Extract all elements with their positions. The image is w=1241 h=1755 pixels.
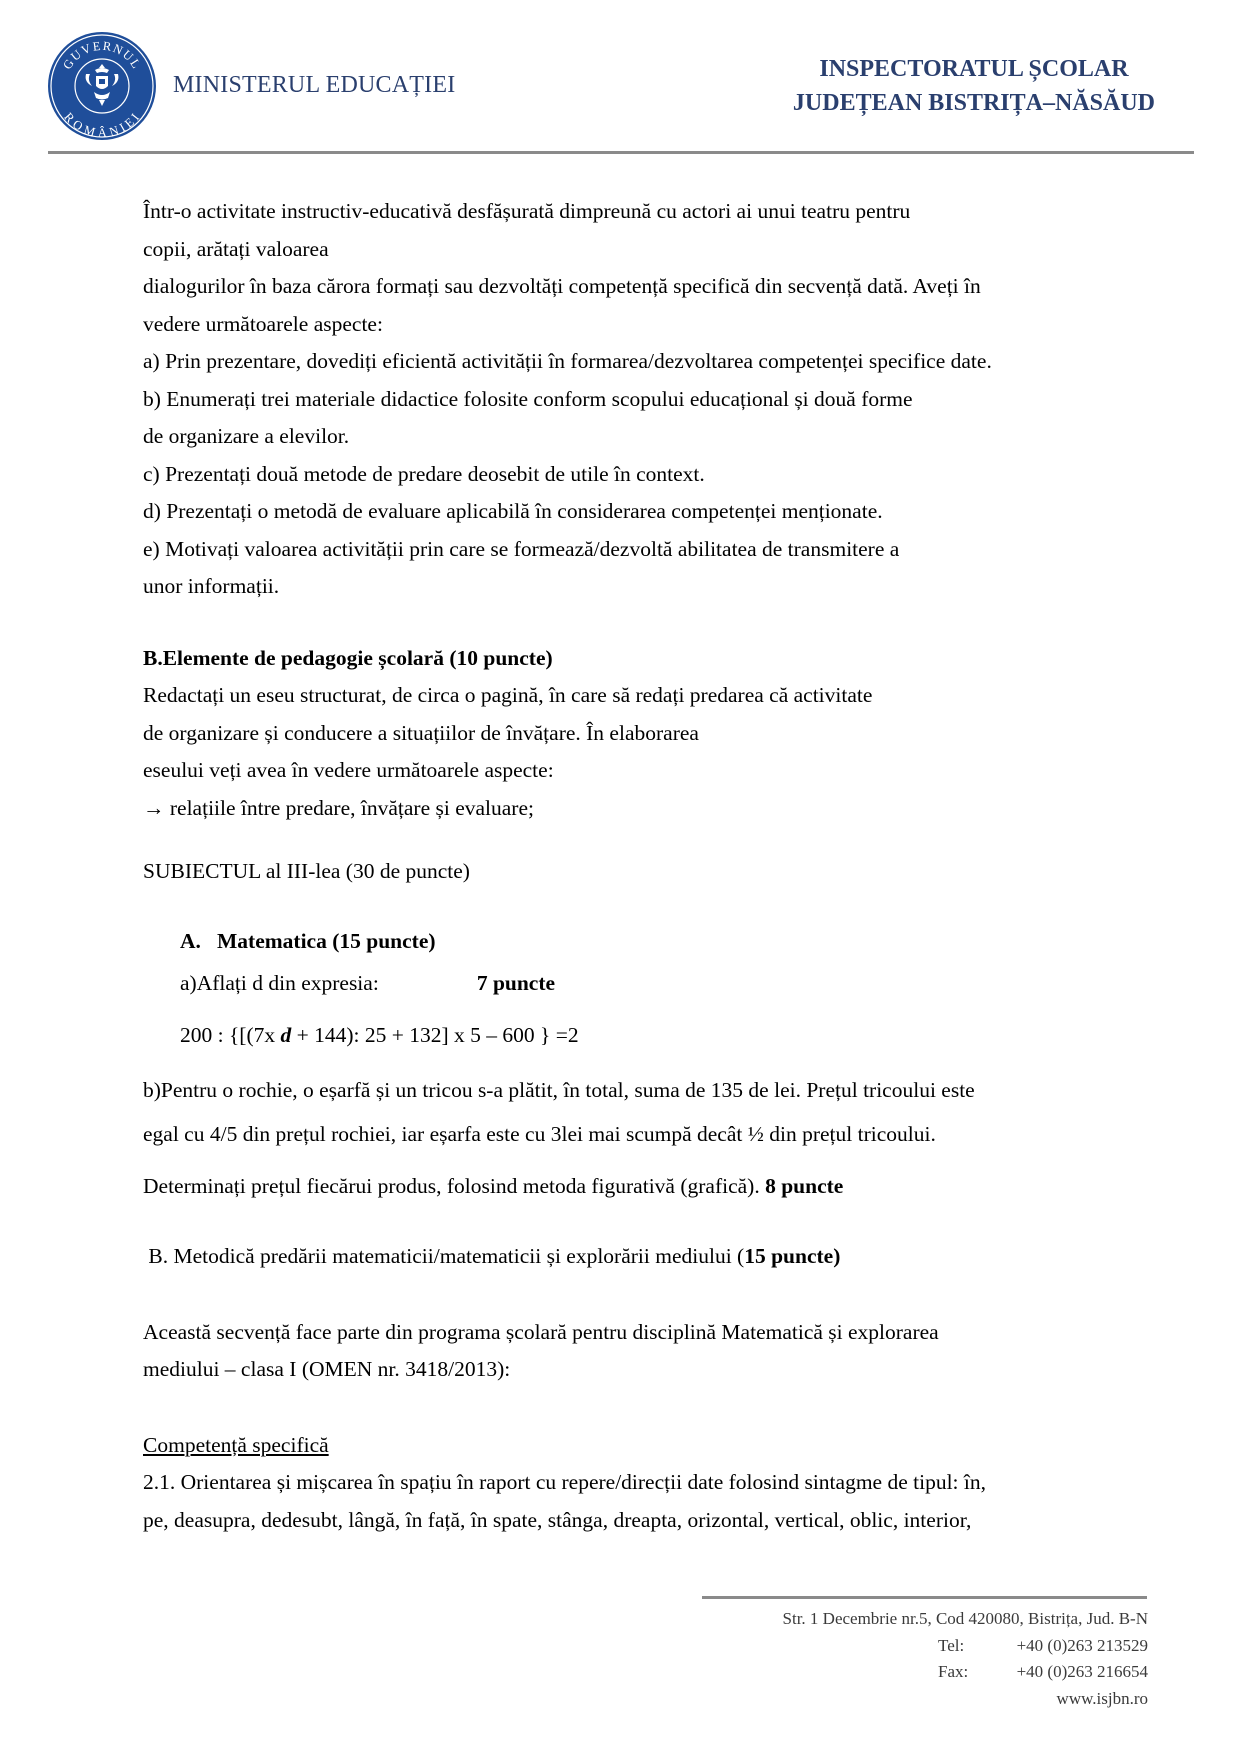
math-item-a-points: 7 puncte <box>476 970 556 995</box>
spacer <box>143 1054 1133 1068</box>
tel-label: Tel: <box>938 1635 965 1655</box>
math-section-letter: A. <box>180 928 201 953</box>
sequence-line: mediului – clasa I (OMEN nr. 3418/2013): <box>143 1357 511 1381</box>
methodology-heading-text: B. Metodică predării matematicii/matematicii și explorării mediului ( <box>143 1244 745 1268</box>
expression-variable: d <box>280 1022 292 1047</box>
spacer <box>143 1208 1133 1238</box>
tel-value: +40 (0)263 213529 <box>1016 1635 1148 1655</box>
footer-tel <box>783 1633 1148 1660</box>
document-body <box>143 193 1133 1539</box>
intro-line: Într-o activitate instructiv-educativă desfășurată dimpreună cu actori ai unui teatru pentru <box>143 199 911 223</box>
math-item-a-label: a)Aflați d din expresia: <box>180 970 379 995</box>
essay-aspect: → relațiile între predare, învățare și evaluare; <box>143 795 534 820</box>
methodology-points: 15 puncte) <box>744 1244 841 1268</box>
intro-line: vedere următoarele aspecte: <box>143 311 383 336</box>
expression-part: 200 : {[(7x <box>180 1022 281 1047</box>
fax-label: Fax: <box>938 1662 969 1681</box>
task-text: Determinați prețul fiecărui produs, folosind metoda figurativă (grafică). <box>143 1174 766 1198</box>
spacer <box>143 1276 1133 1314</box>
fax-value: +40 (0)263 216654 <box>1016 1662 1148 1681</box>
math-item-b-task <box>143 1164 1133 1208</box>
math-item-b-points: 8 puncte <box>765 1174 844 1198</box>
essay-line: Redactați un eseu structurat, de circa o pagină, în care să redați predarea că activitate <box>143 683 873 707</box>
page-footer <box>783 1606 1148 1712</box>
math-section-title: Matematica (15 puncte) <box>217 928 436 953</box>
expression-part: + 144): 25 + 132] x 5 – 600 } =2 <box>291 1022 579 1047</box>
requirement-b-cont: de organizare a elevilor. <box>143 424 350 448</box>
requirement-d: d) Prezentați o metodă de evaluare aplicabilă în considerarea competenței menționate. <box>143 499 883 523</box>
inspectorate-name <box>793 52 1155 120</box>
requirement-a: a) Prin prezentare, dovediți eficientă activității în formarea/dezvoltarea competenței specifice date. <box>143 349 992 373</box>
math-section-heading <box>143 921 1133 961</box>
essay-line: eseului veți avea în vedere următoarele aspecte: <box>143 758 554 782</box>
spacer <box>143 606 1133 640</box>
header-divider <box>48 151 1194 154</box>
competence-line: pe, deasupra, dedesubt, lângă, în față, în spate, stânga, dreapta, orizontal, vertical, oblic, interior, <box>143 1507 972 1532</box>
competence-line: 2.1. Orientarea și mișcarea în spațiu în raport cu repere/direcții date folosind sintagme de tipul: în, <box>143 1470 987 1494</box>
svg-text:ROMÂNIEI: ROMÂNIEI <box>61 109 143 140</box>
intro-line: copii, arătați valoarea <box>143 236 329 261</box>
subject-3-title: SUBIECTUL al III-lea (30 de puncte) <box>143 859 470 883</box>
requirement-b: b) Enumerați trei materiale didactice folosite conform scopului educațional și două forme <box>143 386 913 411</box>
spacer <box>143 827 1133 853</box>
requirement-e: e) Motivați valoarea activității prin care se formează/dezvoltă abilitatea de transmitere a <box>143 536 900 561</box>
competence-heading: Competență specifică <box>143 1432 329 1457</box>
math-item-a <box>143 961 1133 1005</box>
government-seal-logo <box>46 30 158 142</box>
math-expression <box>143 1017 1133 1055</box>
requirement-c: c) Prezentați două metode de predare deosebit de utile în context. <box>143 461 705 486</box>
spacer <box>143 1389 1133 1427</box>
page-header <box>0 0 1241 160</box>
inspectorate-line-1: INSPECTORATUL ȘCOLAR <box>819 56 1129 82</box>
requirement-e-cont: unor informații. <box>143 574 280 598</box>
math-item-b-cont: egal cu 4/5 din prețul rochiei, iar eșarfa este cu 3lei mai scumpă decât ½ din prețul tricoului. <box>143 1122 936 1146</box>
section-b-title: B.Elemente de pedagogie școlară (10 puncte) <box>143 645 553 670</box>
sequence-line: Această secvență face parte din programa școlară pentru disciplină Matematică și explorarea <box>143 1319 939 1344</box>
footer-address: Str. 1 Decembrie nr.5, Cod 420080, Bistrița, Jud. B-N <box>782 1609 1148 1628</box>
math-item-b: b)Pentru o rochie, o eșarfă și un tricou s-a plătit, în total, suma de 135 de lei. Prețul tricoului este <box>143 1078 975 1102</box>
spacer <box>143 1156 1133 1164</box>
essay-line: de organizare și conducere a situațiilor de învățare. În elaborarea <box>143 720 699 745</box>
footer-fax <box>783 1659 1148 1686</box>
ministry-name: MINISTERUL EDUCAȚIEI <box>173 72 456 98</box>
spacer <box>143 1005 1133 1017</box>
footer-website: www.isjbn.ro <box>1056 1688 1148 1708</box>
footer-divider <box>702 1596 1147 1599</box>
svg-text:GUVERNUL: GUVERNUL <box>60 38 144 72</box>
inspectorate-line-2: JUDEȚEAN BISTRIȚA–NĂSĂUD <box>792 90 1155 116</box>
intro-line: dialogurilor în baza cărora formați sau dezvoltăți competență specifică din secvență dată. Aveți în <box>143 274 981 298</box>
methodology-heading <box>143 1238 1133 1276</box>
spacer <box>143 891 1133 921</box>
